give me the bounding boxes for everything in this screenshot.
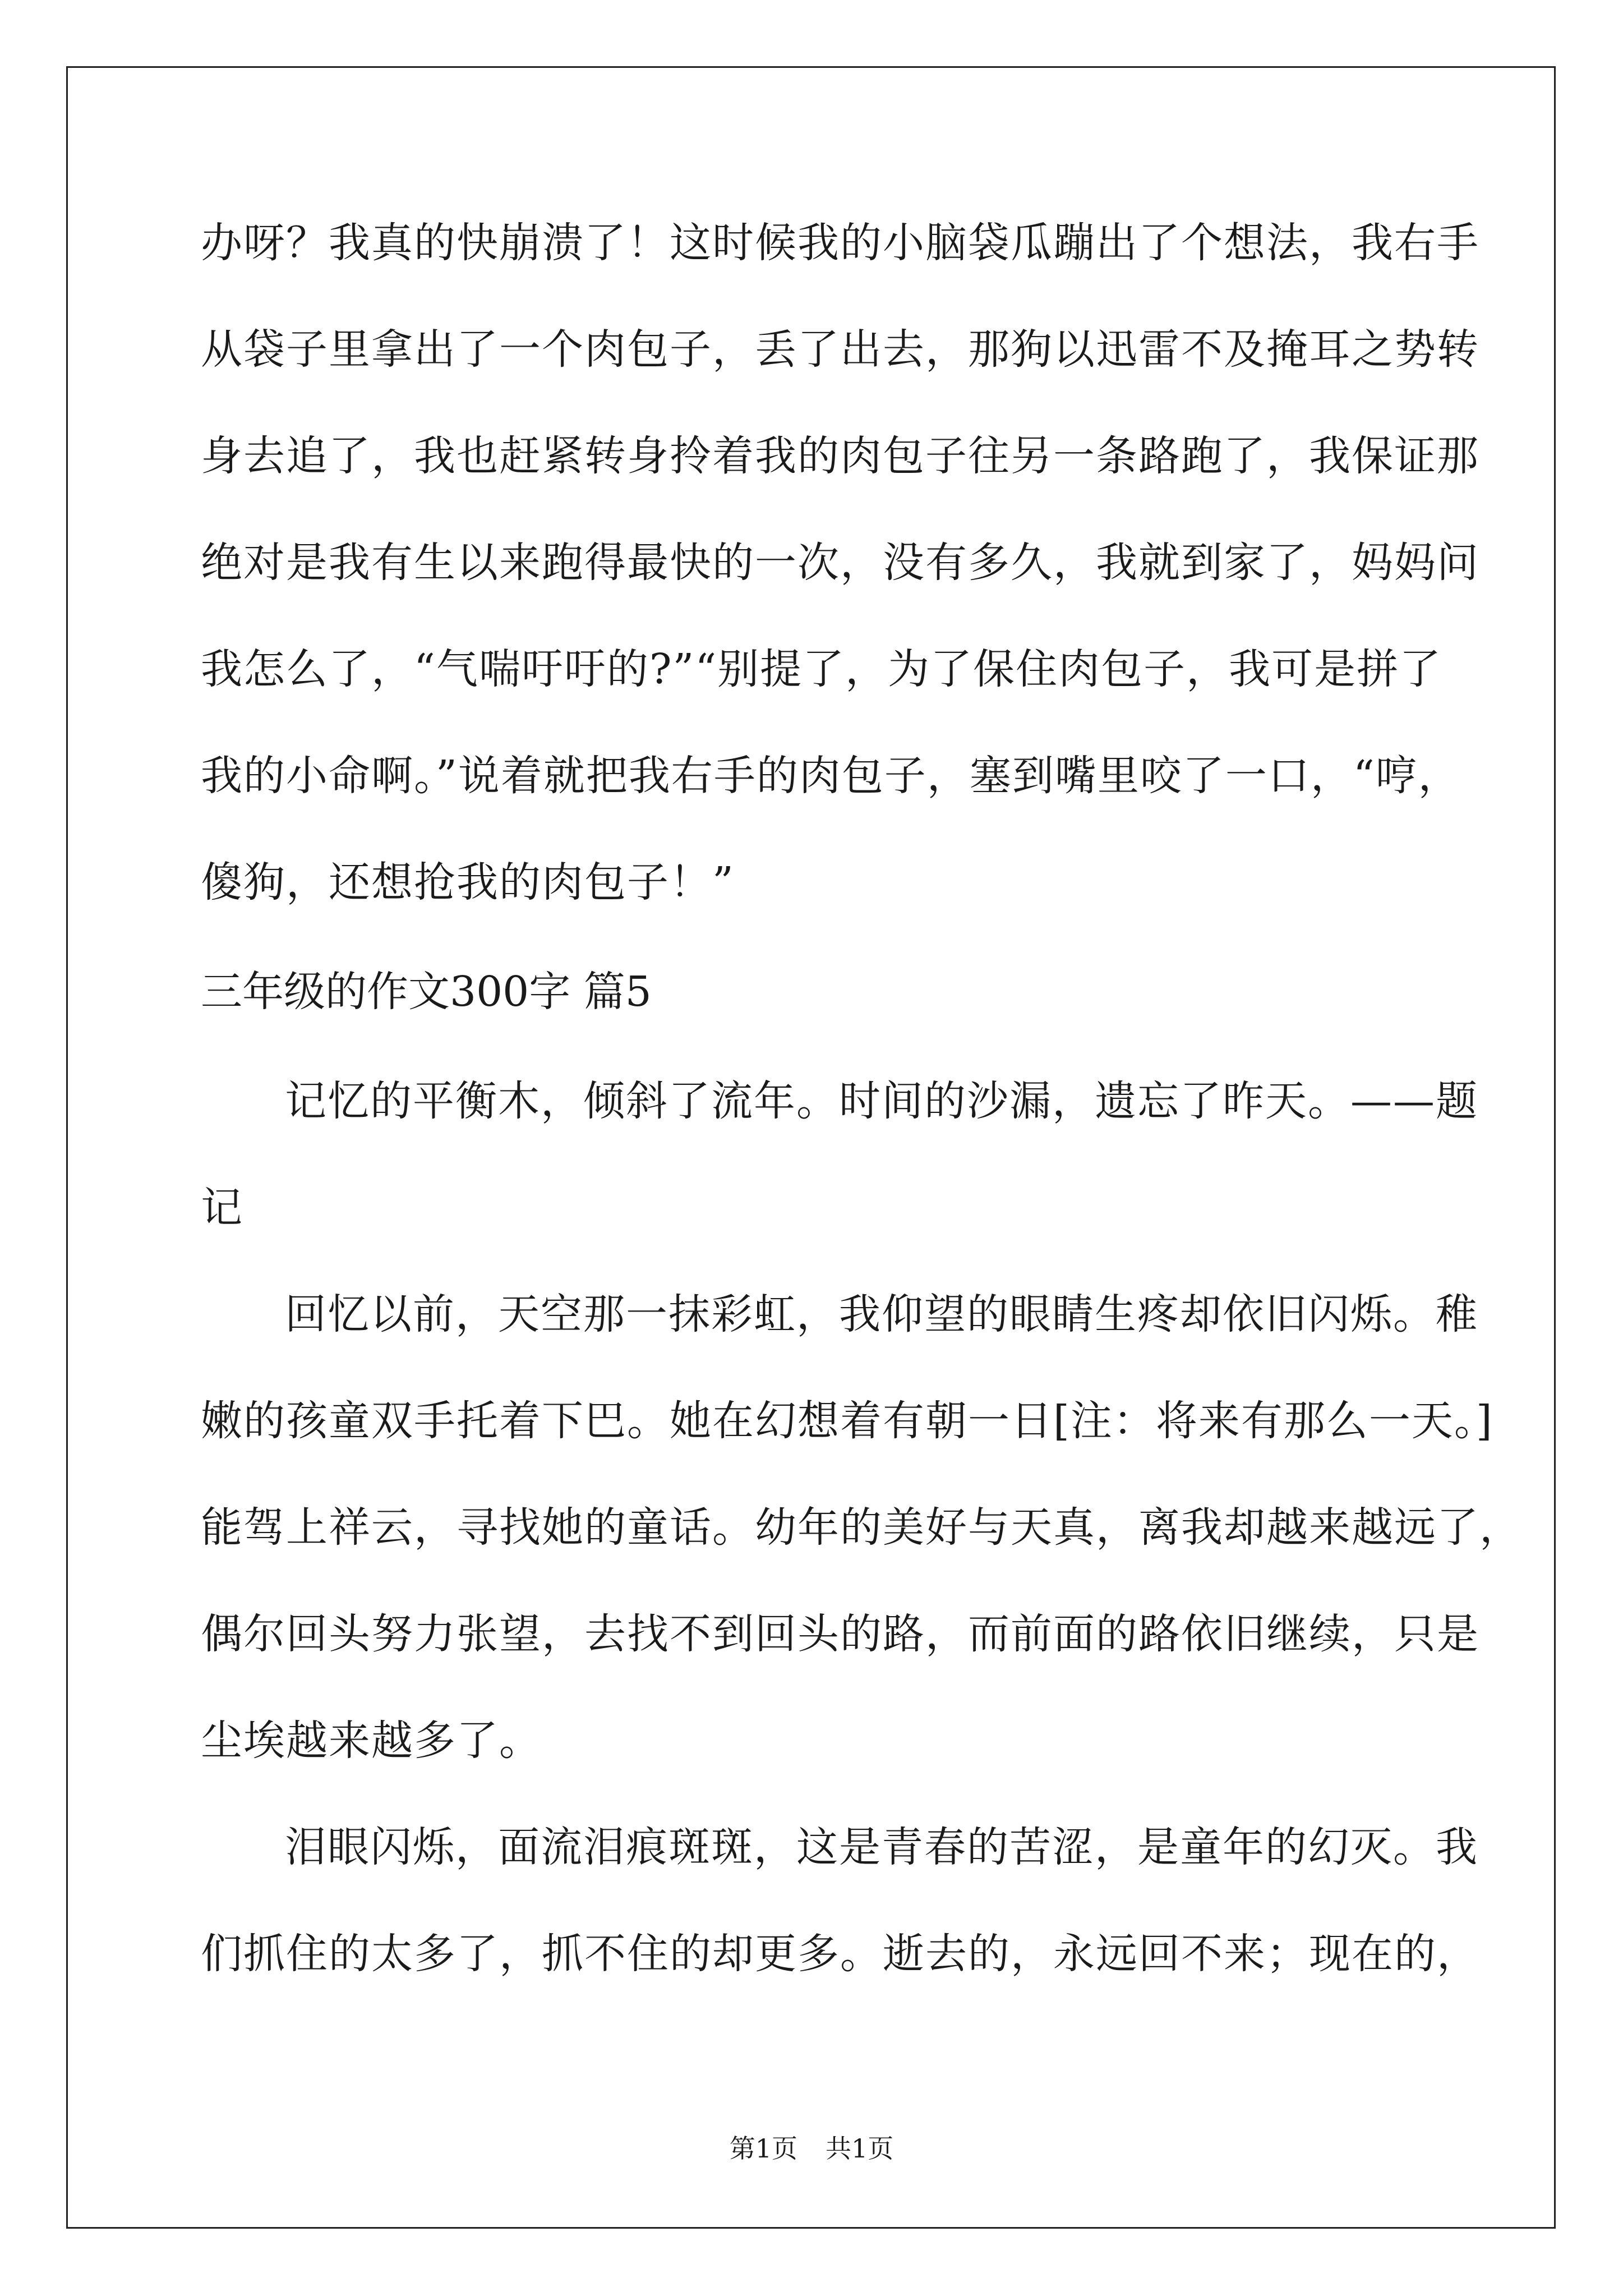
- text-line: 尘埃越来越多了。: [201, 1717, 542, 1765]
- text-line: 从袋子里拿出了一个肉包子，丢了出去，那狗以迅雷不及掩耳之势转: [201, 325, 1479, 374]
- text-line: 我怎么了，“气喘吁吁的?”“别提了，为了保住肉包子，我可是拼了: [201, 645, 1442, 693]
- text-line: 泪眼闪烁，面流泪痕斑斑，这是青春的苦涩，是童年的幻灭。我: [285, 1823, 1478, 1871]
- paragraph-3: [201, 1794, 1479, 2007]
- text-line: 身去追了，我也赶紧转身拎着我的肉包子往另一条路跑了，我保证那: [201, 432, 1479, 480]
- page-count: 共1页: [826, 2133, 894, 2164]
- page-footer: [0, 2128, 1623, 2165]
- page-number: 第1页: [729, 2133, 797, 2164]
- text-line: 记忆的平衡木，倾斜了流年。时间的沙漏，遗忘了昨天。——题: [285, 1077, 1478, 1125]
- paragraph-1: [201, 1048, 1478, 1261]
- section-heading: 三年级的作文300字 篇5: [201, 968, 652, 1016]
- passage-top: [201, 190, 1479, 936]
- text-line: 我的小命啊。”说着就把我右手的肉包子，塞到嘴里咬了一口，“哼，: [201, 752, 1461, 800]
- text-line: 能驾上祥云，寻找她的童话。幼年的美好与天真，离我却越来越远了，: [201, 1503, 1522, 1552]
- paragraph-2: [201, 1261, 1522, 1794]
- text-line: 办呀？我真的快崩溃了！这时候我的小脑袋瓜蹦出了个想法，我右手: [201, 219, 1479, 267]
- text-line: 绝对是我有生以来跑得最快的一次，没有多久，我就到家了，妈妈问: [201, 539, 1479, 587]
- text-line: 记: [201, 1184, 243, 1232]
- text-line: 们抓住的太多了，抓不住的却更多。逝去的，永远回不来；现在的，: [201, 1930, 1479, 1978]
- text-line: 回忆以前，天空那一抹彩虹，我仰望的眼睛生疼却依旧闪烁。稚: [285, 1290, 1478, 1338]
- text-line: 嫩的孩童双手托着下巴。她在幻想着有朝一日[注：将来有那么一天。]: [201, 1397, 1493, 1445]
- text-line: 偶尔回头努力张望，去找不到回头的路，而前面的路依旧继续，只是: [201, 1610, 1479, 1658]
- text-line: 傻狗，还想抢我的肉包子！”: [201, 858, 735, 907]
